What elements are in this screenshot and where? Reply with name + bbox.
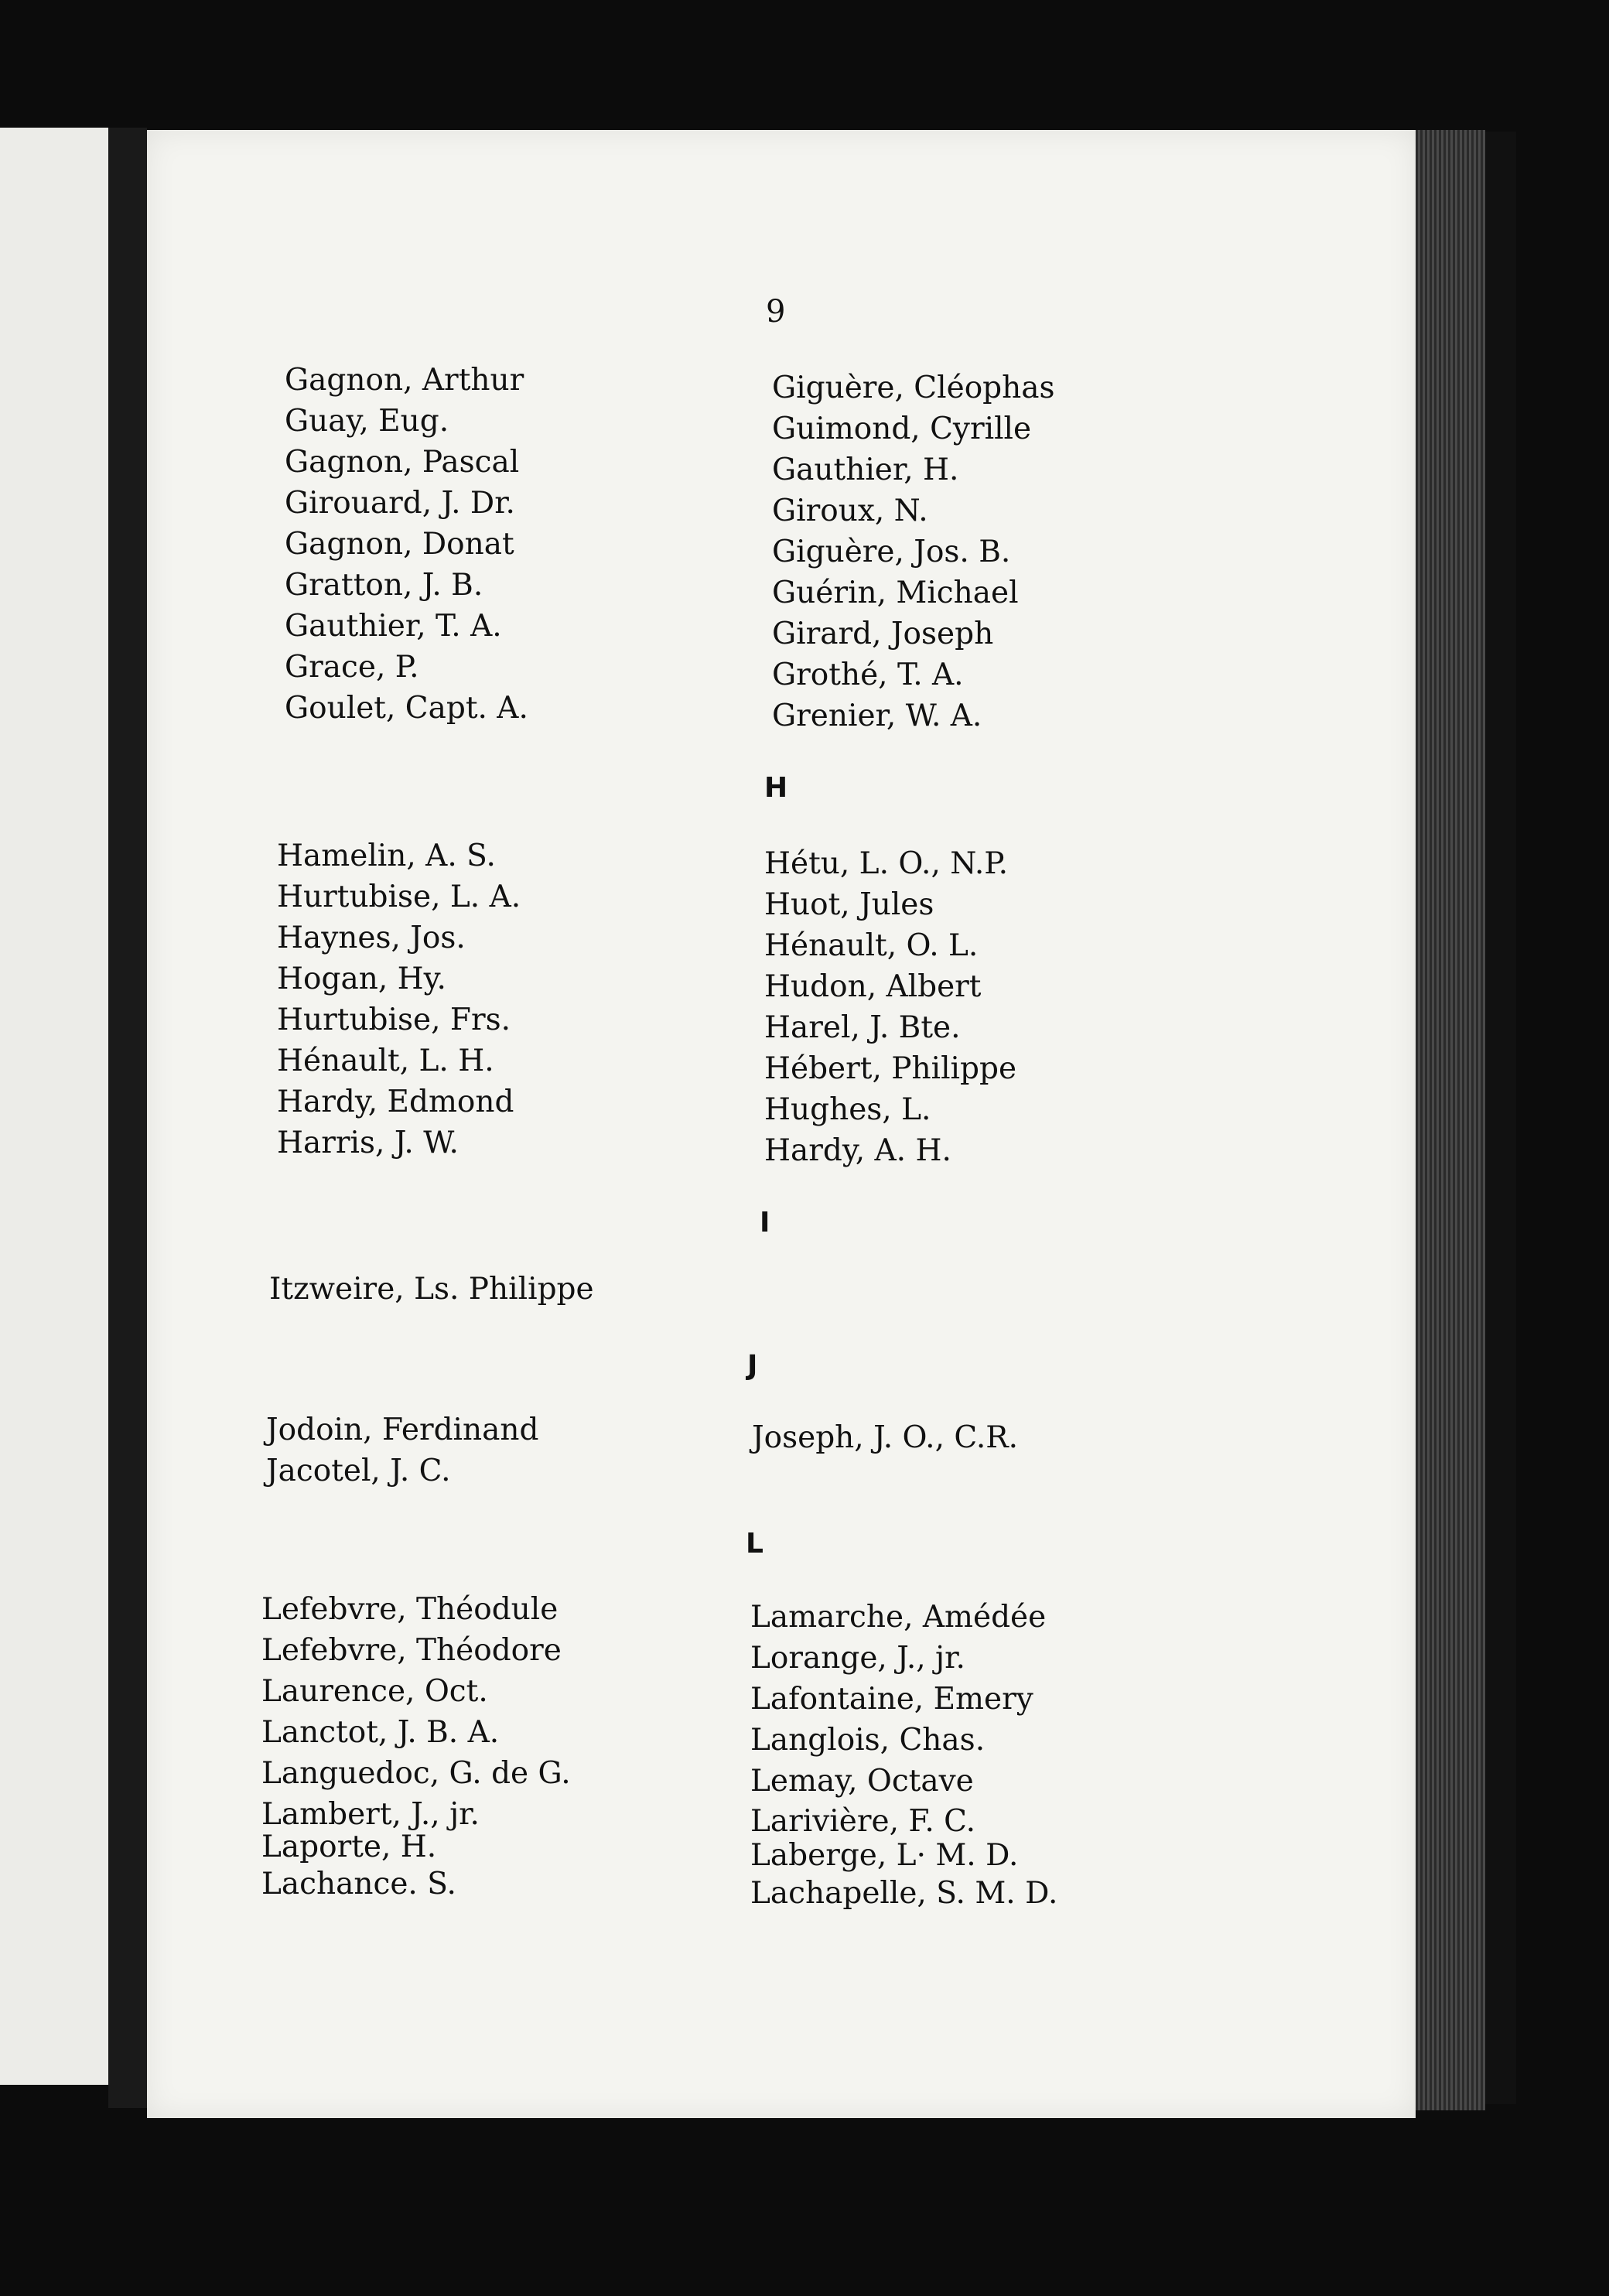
name-entry: Harris, J. W. xyxy=(277,1126,459,1160)
name-entry: Lachapelle, S. M. D. xyxy=(750,1876,1058,1911)
section-j-left-column xyxy=(266,1409,769,1491)
name-entry: Itzweire, Ls. Philippe xyxy=(269,1272,594,1307)
name-entry: Harel, J. Bte. xyxy=(764,1010,961,1045)
name-entry: Hogan, Hy. xyxy=(277,962,446,996)
book-cover xyxy=(1485,132,1516,2104)
facing-page xyxy=(0,128,108,2085)
name-entry: Languedoc, G. de G. xyxy=(261,1756,571,1791)
page-number: 9 xyxy=(766,294,786,330)
section-g-left-column xyxy=(285,360,787,729)
name-entry: Gagnon, Arthur xyxy=(285,363,524,398)
section-i-left-column xyxy=(269,1269,772,1310)
name-entry: Gagnon, Pascal xyxy=(285,445,520,480)
name-entry: Giroux, N. xyxy=(772,494,928,528)
name-entry: Goulet, Capt. A. xyxy=(285,691,528,726)
name-entry: Grace, P. xyxy=(285,650,419,685)
gutter xyxy=(108,128,147,2108)
name-entry: Girard, Joseph xyxy=(772,617,994,651)
name-entry: Lamarche, Amédée xyxy=(750,1600,1047,1635)
name-entry: Hamelin, A. S. xyxy=(277,839,496,873)
name-entry: Hurtubise, Frs. xyxy=(277,1003,511,1037)
name-entry: Hurtubise, L. A. xyxy=(277,880,521,914)
name-entry: Laurence, Oct. xyxy=(261,1674,488,1709)
name-entry: Hébert, Philippe xyxy=(764,1051,1017,1086)
name-entry: Hudon, Albert xyxy=(764,969,982,1004)
section-letter-j: J xyxy=(747,1350,758,1382)
name-entry: Gagnon, Donat xyxy=(285,527,514,562)
name-entry: Lorange, J., jr. xyxy=(750,1641,965,1676)
name-entry: Langlois, Chas. xyxy=(750,1723,986,1758)
section-j-right-column xyxy=(752,1417,1255,1458)
name-entry: Giguère, Cléophas xyxy=(772,371,1055,405)
section-h-right-column xyxy=(764,843,1267,1171)
name-entry: Giguère, Jos. B. xyxy=(772,535,1011,569)
name-entry: Haynes, Jos. xyxy=(277,921,466,955)
name-entry: Hétu, L. O., N.P. xyxy=(764,846,1009,881)
name-entry: Jodoin, Ferdinand xyxy=(266,1413,539,1447)
section-g-right-column xyxy=(772,367,1275,736)
name-entry: Lefebvre, Théodore xyxy=(261,1633,562,1668)
page-edges xyxy=(1416,130,1485,2110)
section-l-left-column xyxy=(261,1589,764,1905)
name-entry: Guimond, Cyrille xyxy=(772,412,1032,446)
name-entry: Hughes, L. xyxy=(764,1092,931,1127)
name-entry: Lambert, J., jr. xyxy=(261,1797,480,1832)
name-entry: Laporte, H. xyxy=(261,1830,437,1864)
name-entry: Gauthier, T. A. xyxy=(285,609,502,644)
section-h-left-column xyxy=(277,835,780,1163)
name-entry: Hénault, O. L. xyxy=(764,928,979,963)
name-entry: Lachance. S. xyxy=(261,1867,456,1901)
name-entry: Hardy, A. H. xyxy=(764,1133,951,1168)
name-entry: Guérin, Michael xyxy=(772,576,1019,610)
name-entry: Guay, Eug. xyxy=(285,404,449,439)
name-entry: Hénault, L. H. xyxy=(277,1044,494,1078)
name-entry: Laberge, L· M. D. xyxy=(750,1838,1019,1873)
section-letter-i: I xyxy=(760,1207,770,1239)
name-entry: Gratton, J. B. xyxy=(285,568,483,603)
section-l-right-column xyxy=(750,1597,1253,1914)
name-entry: Grenier, W. A. xyxy=(772,699,982,733)
name-entry: Lemay, Octave xyxy=(750,1764,974,1799)
name-entry: Grothé, T. A. xyxy=(772,658,964,692)
name-entry: Lefebvre, Théodule xyxy=(261,1592,559,1627)
name-entry: Larivière, F. C. xyxy=(750,1804,975,1839)
name-entry: Gauthier, H. xyxy=(772,453,959,487)
name-entry: Jacotel, J. C. xyxy=(266,1454,451,1488)
name-entry: Lafontaine, Emery xyxy=(750,1682,1033,1717)
name-entry: Girouard, J. Dr. xyxy=(285,486,515,521)
name-entry: Joseph, J. O., C.R. xyxy=(752,1420,1018,1455)
section-letter-h: H xyxy=(764,772,788,804)
section-letter-l: L xyxy=(746,1528,764,1560)
name-entry: Lanctot, J. B. A. xyxy=(261,1715,500,1750)
name-entry: Hardy, Edmond xyxy=(277,1085,514,1119)
name-entry: Huot, Jules xyxy=(764,887,934,922)
